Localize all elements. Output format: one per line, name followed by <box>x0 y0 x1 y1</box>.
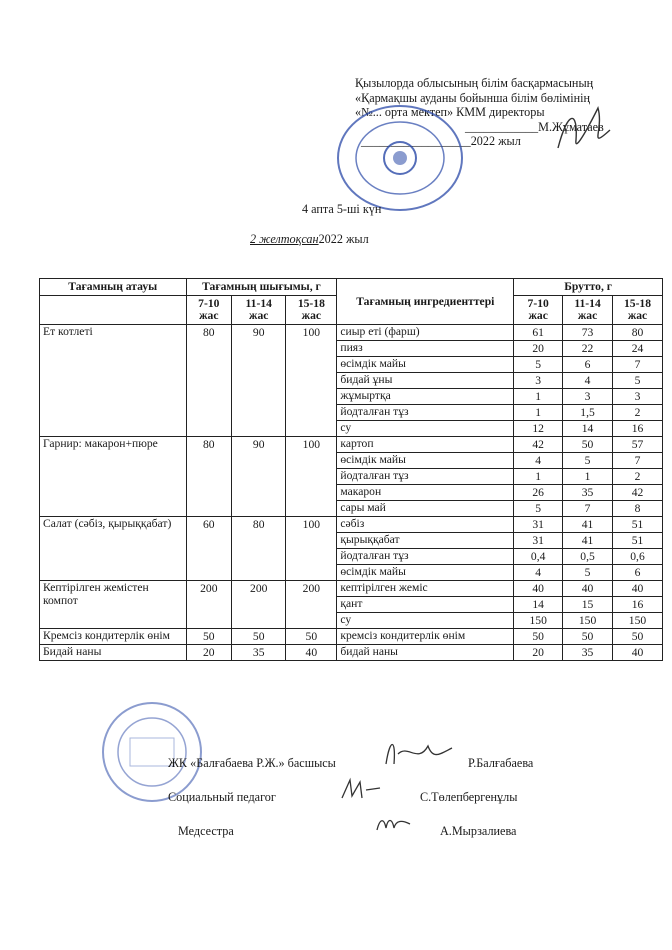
ingredient-brutto-2: 35 <box>563 645 613 661</box>
ingredient-brutto-3: 51 <box>613 533 663 549</box>
ingredient-name: сиыр еті (фарш) <box>337 325 514 341</box>
ingredient-brutto-1: 26 <box>514 485 563 501</box>
approval-date-line: __________________2022 жыл <box>361 134 521 148</box>
ingredient-brutto-1: 1 <box>514 469 563 485</box>
dish-yield-2: 90 <box>232 437 286 517</box>
ingredient-brutto-3: 0,6 <box>613 549 663 565</box>
ingredient-name: жұмыртқа <box>337 389 514 405</box>
ingredient-brutto-1: 14 <box>514 597 563 613</box>
ip-stamp-icon <box>100 700 204 804</box>
ingredient-brutto-3: 150 <box>613 613 663 629</box>
dish-yield-2: 80 <box>232 517 286 581</box>
ingredient-name: макарон <box>337 485 514 501</box>
dish-yield-1: 20 <box>186 645 232 661</box>
signature-role-2: Социальный педагог <box>168 790 276 804</box>
ingredient-brutto-3: 8 <box>613 501 663 517</box>
ingredient-name: өсімдік майы <box>337 565 514 581</box>
header-ingredients: Тағамның ингредиенттері <box>337 279 514 325</box>
ingredient-brutto-3: 6 <box>613 565 663 581</box>
ingredient-brutto-3: 80 <box>613 325 663 341</box>
ingredient-brutto-1: 3 <box>514 373 563 389</box>
ingredient-brutto-1: 42 <box>514 437 563 453</box>
ingredient-name: сары май <box>337 501 514 517</box>
header-brutto: Брутто, г <box>514 279 663 296</box>
table-row <box>40 645 663 661</box>
ingredient-brutto-2: 150 <box>563 613 613 629</box>
dish-name: Ет котлеті <box>40 325 187 437</box>
dish-yield-3: 100 <box>286 437 337 517</box>
ingredient-brutto-1: 20 <box>514 341 563 357</box>
ingredient-brutto-2: 0,5 <box>563 549 613 565</box>
dish-yield-3: 40 <box>286 645 337 661</box>
approval-line-2: «Қармақшы ауданы бойынша білім бөлімінің <box>355 90 591 105</box>
ingredient-name: йодталған тұз <box>337 405 514 421</box>
signature-role-3: Медсестра <box>178 824 234 838</box>
dish-yield-3: 200 <box>286 581 337 629</box>
dish-name: Гарнир: макарон+пюре <box>40 437 187 517</box>
ingredient-brutto-1: 0,4 <box>514 549 563 565</box>
ingredient-brutto-3: 50 <box>613 629 663 645</box>
header-brutto-age1: 7-10 жас <box>514 296 563 325</box>
signature-3-icon <box>374 812 414 834</box>
ingredient-brutto-2: 50 <box>563 629 613 645</box>
ingredient-brutto-3: 40 <box>613 581 663 597</box>
header-yield: Тағамның шығымы, г <box>186 279 337 296</box>
menu-date-handwritten: 2 желтоқсан <box>250 232 319 246</box>
dish-yield-3: 50 <box>286 629 337 645</box>
ingredient-brutto-1: 4 <box>514 565 563 581</box>
signature-name-2: С.Төлепбергенұлы <box>420 790 518 804</box>
table-row <box>40 629 663 645</box>
ingredient-brutto-1: 40 <box>514 581 563 597</box>
dish-yield-1: 60 <box>186 517 232 581</box>
header-brutto-age3: 15-18 жас <box>613 296 663 325</box>
day-line: 4 апта 5-ші күн <box>302 202 382 216</box>
ingredient-name: йодталған тұз <box>337 469 514 485</box>
signature-name-3: А.Мырзалиева <box>440 824 517 838</box>
ingredient-brutto-3: 57 <box>613 437 663 453</box>
ingredient-name: кептірілген жеміс <box>337 581 514 597</box>
ingredient-brutto-1: 31 <box>514 517 563 533</box>
ingredient-brutto-1: 20 <box>514 645 563 661</box>
dish-yield-2: 200 <box>232 581 286 629</box>
ingredient-brutto-1: 1 <box>514 405 563 421</box>
ingredient-brutto-2: 41 <box>563 533 613 549</box>
dish-yield-2: 35 <box>232 645 286 661</box>
ingredient-brutto-2: 35 <box>563 485 613 501</box>
menu-table-body <box>40 325 663 661</box>
ingredient-brutto-2: 6 <box>563 357 613 373</box>
ingredient-brutto-1: 4 <box>514 453 563 469</box>
dish-yield-2: 90 <box>232 325 286 437</box>
dish-yield-1: 50 <box>186 629 232 645</box>
approval-line-3: «№... орта мектеп» КММ директоры <box>355 105 545 119</box>
ingredient-brutto-2: 40 <box>563 581 613 597</box>
table-row <box>40 325 663 341</box>
school-stamp-icon <box>330 102 470 214</box>
ingredient-brutto-3: 16 <box>613 597 663 613</box>
approval-year: 2022 жыл <box>470 134 521 148</box>
signature-name-1: Р.Балғабаева <box>468 756 534 770</box>
header-yield-age3: 15-18 жас <box>286 296 337 325</box>
ingredient-name: кремсіз кондитерлік өнім <box>337 629 514 645</box>
dish-yield-2: 50 <box>232 629 286 645</box>
ingredient-brutto-2: 15 <box>563 597 613 613</box>
signature-role-1: ЖК «Балғабаева Р.Ж.» басшысы <box>168 756 336 770</box>
header-brutto-age2: 11-14 жас <box>563 296 613 325</box>
ingredient-brutto-3: 2 <box>613 405 663 421</box>
table-row <box>40 437 663 453</box>
menu-table <box>39 278 663 661</box>
ingredient-brutto-3: 2 <box>613 469 663 485</box>
ingredient-brutto-1: 1 <box>514 389 563 405</box>
dish-name: Кептірілген жемістен компот <box>40 581 187 629</box>
dish-name: Салат (сәбіз, қырыққабат) <box>40 517 187 581</box>
dish-yield-3: 100 <box>286 517 337 581</box>
ingredient-brutto-3: 24 <box>613 341 663 357</box>
ingredient-brutto-1: 5 <box>514 501 563 517</box>
ingredient-brutto-3: 40 <box>613 645 663 661</box>
table-row <box>40 581 663 597</box>
ingredient-brutto-2: 41 <box>563 517 613 533</box>
ingredient-brutto-3: 3 <box>613 389 663 405</box>
ingredient-brutto-1: 5 <box>514 357 563 373</box>
ingredient-brutto-2: 73 <box>563 325 613 341</box>
header-yield-age2: 11-14 жас <box>232 296 286 325</box>
dish-name: Кремсіз кондитерлік өнім <box>40 629 187 645</box>
signature-1-icon <box>378 734 458 774</box>
ingredient-brutto-2: 1,5 <box>563 405 613 421</box>
ingredient-name: бидай наны <box>337 645 514 661</box>
ingredient-brutto-3: 42 <box>613 485 663 501</box>
ingredient-brutto-2: 50 <box>563 437 613 453</box>
ingredient-name: пияз <box>337 341 514 357</box>
director-signature-icon <box>548 100 620 160</box>
ingredient-name: бидай ұны <box>337 373 514 389</box>
ingredient-brutto-2: 7 <box>563 501 613 517</box>
director-line: ____________М.Жұматаев <box>465 119 604 134</box>
header-name-spacer <box>40 296 187 325</box>
ingredient-brutto-1: 12 <box>514 421 563 437</box>
ingredient-brutto-3: 5 <box>613 373 663 389</box>
ingredient-brutto-2: 3 <box>563 389 613 405</box>
ingredient-name: қырыққабат <box>337 533 514 549</box>
ingredient-brutto-2: 4 <box>563 373 613 389</box>
ingredient-name: өсімдік майы <box>337 453 514 469</box>
ingredient-brutto-3: 7 <box>613 357 663 373</box>
ingredient-brutto-3: 7 <box>613 453 663 469</box>
ingredient-name: йодталған тұз <box>337 549 514 565</box>
approval-line-1: Қызылорда облысының білім басқармасының <box>355 76 594 90</box>
ingredient-name: қант <box>337 597 514 613</box>
ingredient-brutto-1: 61 <box>514 325 563 341</box>
ingredient-brutto-3: 51 <box>613 517 663 533</box>
dish-yield-3: 100 <box>286 325 337 437</box>
ingredient-name: сәбіз <box>337 517 514 533</box>
ingredient-brutto-2: 5 <box>563 453 613 469</box>
ingredient-brutto-1: 31 <box>514 533 563 549</box>
signature-2-icon <box>338 776 384 802</box>
table-row <box>40 517 663 533</box>
director-name: М.Жұматаев <box>538 119 604 134</box>
ingredient-name: картоп <box>337 437 514 453</box>
dish-name: Бидай наны <box>40 645 187 661</box>
menu-date-year: 2022 жыл <box>318 232 369 246</box>
ingredient-brutto-2: 22 <box>563 341 613 357</box>
ingredient-brutto-2: 5 <box>563 565 613 581</box>
menu-date-line <box>250 232 369 247</box>
header-name: Тағамның атауы <box>40 279 187 296</box>
dish-yield-1: 80 <box>186 325 232 437</box>
ingredient-brutto-1: 50 <box>514 629 563 645</box>
ingredient-brutto-2: 14 <box>563 421 613 437</box>
ingredient-brutto-1: 150 <box>514 613 563 629</box>
ingredient-name: су <box>337 613 514 629</box>
ingredient-brutto-2: 1 <box>563 469 613 485</box>
ingredient-name: өсімдік майы <box>337 357 514 373</box>
ingredient-name: су <box>337 421 514 437</box>
header-yield-age1: 7-10 жас <box>186 296 232 325</box>
dish-yield-1: 80 <box>186 437 232 517</box>
ingredient-brutto-3: 16 <box>613 421 663 437</box>
dish-yield-1: 200 <box>186 581 232 629</box>
